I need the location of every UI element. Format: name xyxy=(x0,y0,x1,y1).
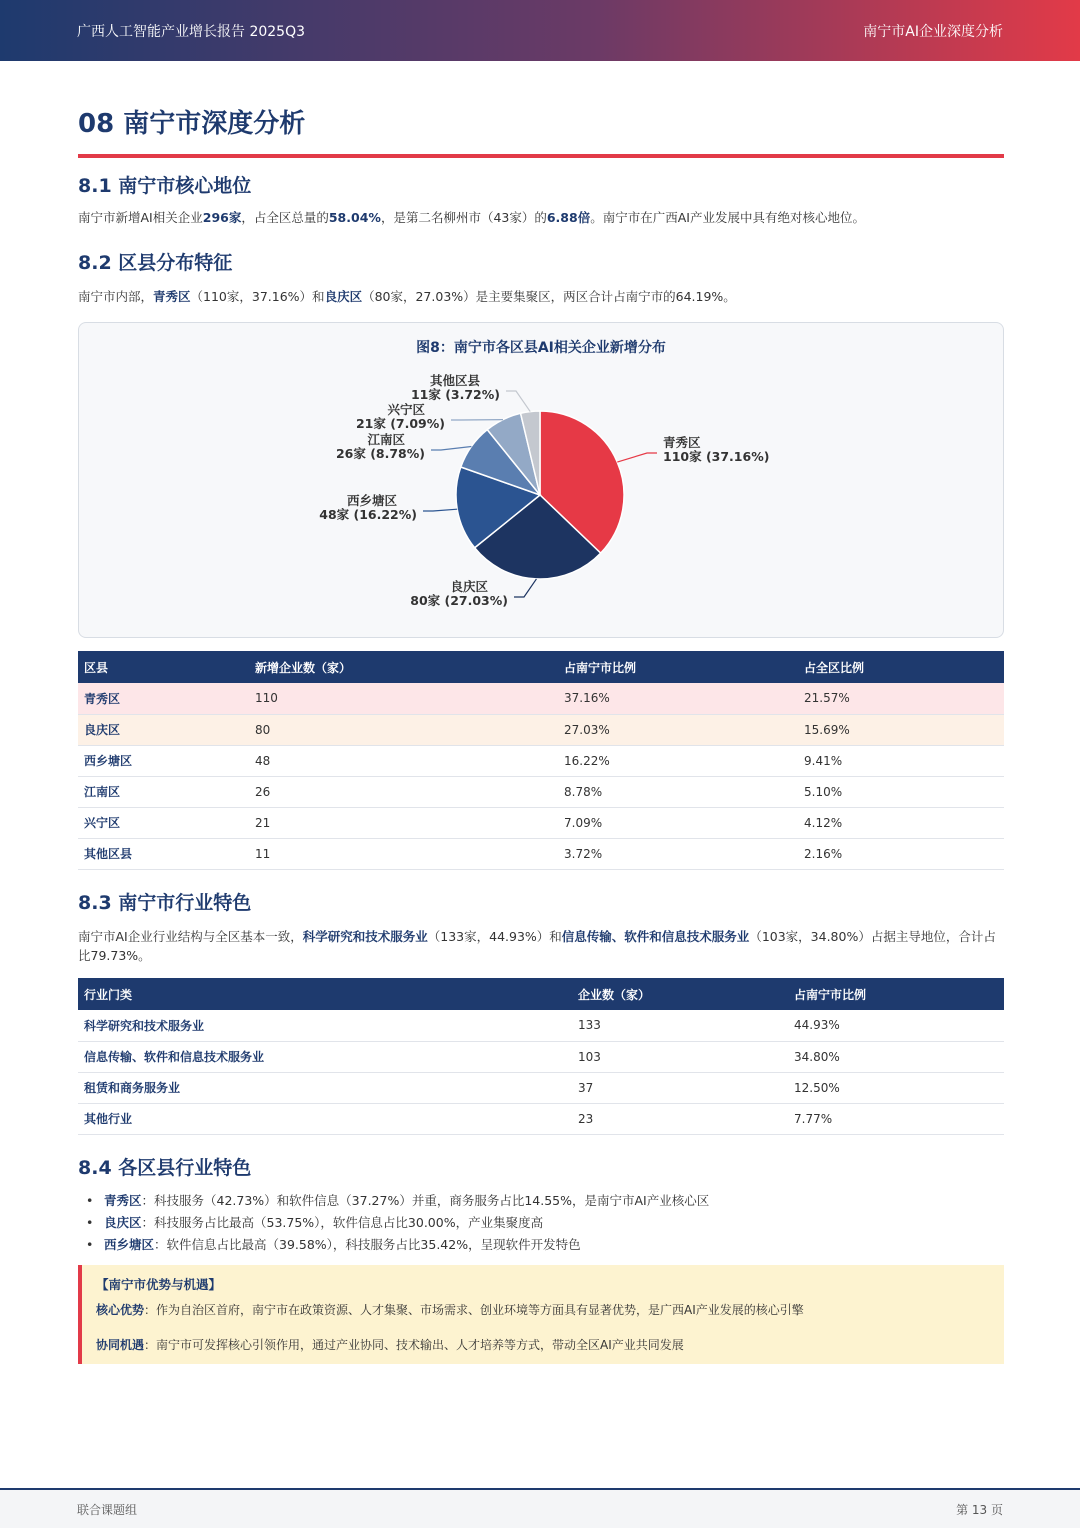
page-content xyxy=(78,61,1004,1352)
cell-share: 44.93% xyxy=(788,1010,1004,1041)
cell-nanning-share: 8.78% xyxy=(558,776,798,807)
pie-label-name: 兴宁区 xyxy=(387,402,425,417)
cell-district: 青秀区 xyxy=(78,683,249,714)
cell-nanning-share: 27.03% xyxy=(558,714,798,745)
cell-count: 110 xyxy=(249,683,558,714)
pie-leader-line xyxy=(423,509,457,511)
pie-label-name: 青秀区 xyxy=(663,435,701,450)
pie-leader-line xyxy=(506,391,530,412)
cell-district: 西乡塘区 xyxy=(78,745,249,776)
cell-district: 兴宁区 xyxy=(78,807,249,838)
cell-count: 11 xyxy=(249,838,558,869)
header-section-title: 南宁市AI企业深度分析 xyxy=(863,23,1003,40)
page-title: 08 南宁市深度分析 xyxy=(78,109,306,139)
section-8-3-paragraph: 南宁市AI企业行业结构与全区基本一致，科学研究和技术服务业（133家，44.93%）和信息传输、软件和信息技术服务业（103家，34.80%）占据主导地位，合计占比79.73%。 xyxy=(78,929,996,963)
pie-label-name: 西乡塘区 xyxy=(346,493,397,508)
header-report-title: 广西人工智能产业增长报告 2025Q3 xyxy=(77,23,306,40)
table-row xyxy=(78,1010,1004,1041)
table-row xyxy=(78,807,1004,838)
cell-count: 103 xyxy=(572,1041,788,1072)
table-row xyxy=(78,683,1004,714)
table-row xyxy=(78,1103,1004,1134)
advantage-callout xyxy=(78,1265,1004,1364)
cell-count: 21 xyxy=(249,807,558,838)
cell-count: 23 xyxy=(572,1103,788,1134)
cell-share: 7.77% xyxy=(788,1103,1004,1134)
callout-core-advantage: 核心优势：作为自治区首府，南宁市在政策资源、人才集聚、市场需求、创业环境等方面具有显著优势，是广西AI产业发展的核心引擎 xyxy=(96,1303,804,1317)
pie-chart xyxy=(79,323,1003,637)
cell-count: 26 xyxy=(249,776,558,807)
cell-industry: 科学研究和技术服务业 xyxy=(78,1010,572,1041)
pie-label-value: 26家 (8.78%) xyxy=(335,446,425,461)
page-footer xyxy=(0,1490,1080,1528)
pie-label-name: 江南区 xyxy=(367,432,405,447)
pie-label-name: 良庆区 xyxy=(450,579,488,594)
list-item: • 青秀区：科技服务（42.73%）和软件信息（37.27%）并重，商务服务占比14.55%，是南宁市AI产业核心区 xyxy=(78,1190,1004,1212)
cell-district: 江南区 xyxy=(78,776,249,807)
callout-synergy: 协同机遇：南宁市可发挥核心引领作用，通过产业协同、技术输出、人才培养等方式，带动全区AI产业共同发展 xyxy=(96,1338,684,1352)
table-row xyxy=(78,745,1004,776)
pie-label-value: 80家 (27.03%) xyxy=(410,593,508,608)
list-item: • 西乡塘区：软件信息占比最高（39.58%），科技服务占比35.42%，呈现软件开发特色 xyxy=(78,1234,1004,1256)
section-8-4-title: 8.4 各区县行业特色 xyxy=(78,1157,252,1179)
cell-nanning-share: 3.72% xyxy=(558,838,798,869)
pie-label-value: 110家 (37.16%) xyxy=(663,449,770,464)
cell-nanning-share: 7.09% xyxy=(558,807,798,838)
col-district: 区县 xyxy=(78,651,249,683)
industry-table xyxy=(78,978,1004,1135)
section-8-3-title: 8.3 南宁市行业特色 xyxy=(78,892,252,914)
section-8-1-title: 8.1 南宁市核心地位 xyxy=(78,175,252,197)
pie-label-value: 11家 (3.72%) xyxy=(410,387,500,402)
table-row xyxy=(78,838,1004,869)
section-8-2-paragraph: 南宁市内部，青秀区（110家，37.16%）和良庆区（80家，27.03%）是主要集聚区，两区合计占南宁市的64.19%。 xyxy=(78,289,736,304)
callout-title: 【南宁市优势与机遇】 xyxy=(96,1277,222,1292)
cell-region-share: 2.16% xyxy=(798,838,1004,869)
cell-district: 良庆区 xyxy=(78,714,249,745)
section-8-1-paragraph: 南宁市新增AI相关企业296家，占全区总量的58.04%，是第二名柳州市（43家）的6.88倍。南宁市在广西AI产业发展中具有绝对核心地位。 xyxy=(78,210,865,225)
pie-label-value: 21家 (7.09%) xyxy=(355,416,445,431)
pie-label-value: 48家 (16.22%) xyxy=(319,507,417,522)
cell-industry: 信息传输、软件和信息技术服务业 xyxy=(78,1041,572,1072)
cell-count: 48 xyxy=(249,745,558,776)
pie-chart-panel xyxy=(78,322,1004,638)
cell-region-share: 15.69% xyxy=(798,714,1004,745)
col-company-count: 企业数（家） xyxy=(572,978,788,1010)
cell-count: 80 xyxy=(249,714,558,745)
cell-count: 133 xyxy=(572,1010,788,1041)
industry-table-header xyxy=(78,978,1004,1010)
list-item: • 良庆区：科技服务占比最高（53.75%），软件信息占比30.00%，产业集聚度高 xyxy=(78,1212,1004,1234)
col-region-share: 占全区比例 xyxy=(798,651,1004,683)
district-feature-list xyxy=(78,1190,1004,1256)
cell-district: 其他区县 xyxy=(78,838,249,869)
pie-leader-line xyxy=(431,446,471,450)
cell-region-share: 5.10% xyxy=(798,776,1004,807)
section-8-2-title: 8.2 区县分布特征 xyxy=(78,252,233,274)
table-row xyxy=(78,714,1004,745)
col-nanning-share: 占南宁市比例 xyxy=(558,651,798,683)
col-new-count: 新增企业数（家） xyxy=(249,651,558,683)
page-header xyxy=(0,0,1080,61)
cell-region-share: 4.12% xyxy=(798,807,1004,838)
pie-leader-line xyxy=(514,579,536,597)
cell-share: 34.80% xyxy=(788,1041,1004,1072)
pie-label-name: 其他区县 xyxy=(429,373,480,388)
cell-region-share: 21.57% xyxy=(798,683,1004,714)
cell-nanning-share: 37.16% xyxy=(558,683,798,714)
chart-title: 图8：南宁市各区县AI相关企业新增分布 xyxy=(416,340,666,356)
footer-author: 联合课题组 xyxy=(77,1502,138,1517)
district-table-header xyxy=(78,651,1004,683)
cell-count: 37 xyxy=(572,1072,788,1103)
page-number: 第 13 页 xyxy=(956,1502,1003,1517)
col-nanning-share: 占南宁市比例 xyxy=(788,978,1004,1010)
cell-nanning-share: 16.22% xyxy=(558,745,798,776)
district-table xyxy=(78,651,1004,870)
table-row xyxy=(78,1041,1004,1072)
pie-leader-line xyxy=(617,453,657,462)
cell-share: 12.50% xyxy=(788,1072,1004,1103)
col-industry: 行业门类 xyxy=(78,978,572,1010)
cell-region-share: 9.41% xyxy=(798,745,1004,776)
table-row xyxy=(78,776,1004,807)
cell-industry: 其他行业 xyxy=(78,1103,572,1134)
table-row xyxy=(78,1072,1004,1103)
title-divider xyxy=(78,154,1004,158)
cell-industry: 租赁和商务服务业 xyxy=(78,1072,572,1103)
